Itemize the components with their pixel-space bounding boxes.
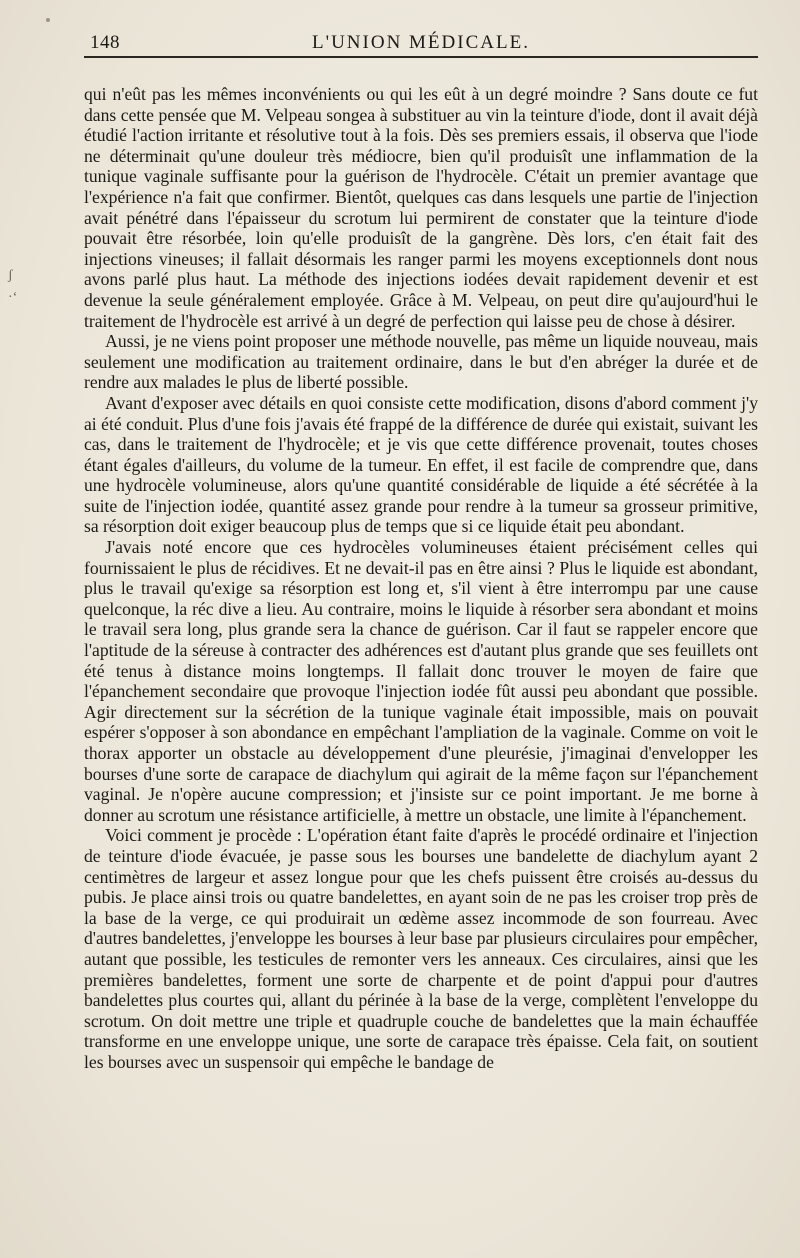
paragraph: Voici comment je procède : L'opération étant faite d'après le procédé ordinaire et l'injection de teinture d'iode évacuée, je passe sous les bourses une bandelette de diachylum ayant 2 centimètres de largeur et assez longue pour que les chefs puissent être croisés au-dessus du pubis. Je place ainsi trois ou quatre bandelettes, en ayant soin de ne pas les croiser trop près de la base de la verge, ce qui produirait un œdème assez incommode de son fourreau. Avec d'autres bandelettes, j'enveloppe les bourses à leur base par plusieurs circulaires pour empêcher, autant que possible, les testicules de remonter vers les anneaux. Ces circulaires, ainsi que les premières bandelettes, forment une sorte de charpente et de point d'appui pour d'autres bandelettes plus courtes qui, allant du périnée à la base de la verge, complètent l'enveloppe du scrotum. On doit mettre une triple et quadruple couche de bandelettes que la main échauffée transforme en une enveloppe unique, une sorte de carapace très épaisse. Cela fait, on soutient les bourses avec un suspensoir qui empêche le bandage de [84,825,758,1072]
article-body [84,84,758,1073]
paragraph: Avant d'exposer avec détails en quoi consiste cette modification, disons d'abord comment j'y ai été conduit. Plus d'une fois j'avais été frappé de la différence de durée qui existait, suivant les cas, dans le traitement de l'hydrocèle; et je vis que cette différence provenait, toutes choses étant égales d'ailleurs, du volume de la tumeur. En effet, il est facile de comprendre que, dans une hydrocèle volumineuse, alors qu'une quantité considérable de liquide a été sécrétée à la suite de l'injection iodée, quantité assez grande pour rendre à la tumeur sa grosseur primitive, sa résorption doit exiger beaucoup plus de temps que si ce liquide était peu abondant. [84,392,758,537]
paragraph: qui n'eût pas les mêmes inconvénients ou qui les eût à un degré moindre ? Sans doute ce fut dans cette pensée que M. Velpeau songea à substituer au vin la teinture d'iode, dont il avait déjà étudié l'action irritante et résolutive tout à la fois. Dès ses premiers essais, il observa que l'iode ne déterminait qu'une douleur très médiocre, bien qu'il produisît une inflammation de la tunique vaginale suffisante pour la guérison de l'hydrocèle. C'était un premier avantage que l'expérience n'a fait que confirmer. Bientôt, quelques cas dans lesquels une partie de l'injection avait pénétré dans l'épaisseur du scrotum lui permirent de constater que la teinture d'iode pouvait être résorbée, loin qu'elle produisît de la gangrène. Dès lors, c'en était fait des injections vineuses; il fallait désormais les ranger parmi les moyens exceptionnels dont nous avons parlé plus haut. La méthode des injections iodées devait rapidement devenir et est devenue la seule généralement employée. Grâce à M. Velpeau, on peut dire qu'aujourd'hui le traitement de l'hydrocèle est arrivé à un degré de perfection qui laisse peu de chose à désirer. [84,84,758,331]
margin-mark: ·ʻ [8,290,18,305]
page-number: 148 [90,32,120,53]
ink-speck [46,18,50,22]
journal-title: L'UNION MÉDICALE. [312,32,530,53]
paragraph: J'avais noté encore que ces hydrocèles volumineuses étaient précisément celles qui fournissaient le plus de récidives. Et ne devait-il pas en être ainsi ? Plus le liquide est abondant, plus le travail qu'exige sa résorption est long et, s'il vient à être interrompu par une cause quelconque, la réc dive a lieu. Au contraire, moins le liquide à résorber sera abondant et moins le travail sera long, plus grande sera la chance de guérison. Car il faut se rappeler encore que l'aptitude de la séreuse à contracter des adhérences est d'autant plus grande que ses feuillets ont été tenus à distance moins longtemps. Il fallait donc trouver le moyen de faire que l'épanchement secondaire que provoque l'injection iodée fût aussi peu abondant que possible. Agir directement sur la sécrétion de la tunique vaginale était impossible, mais on pouvait espérer s'opposer à son abondance en empêchant l'ampliation de la vaginale. Comme on voit le thorax apporter un obstacle au développement d'une pleurésie, j'imaginai d'envelopper les bourses d'une sorte de carapace de diachylum qui agirait de la même façon sur l'épanchement vaginal. Je n'opère aucune compression; et j'insiste sur ce point important. Je me borne à donner au scrotum une résistance artificielle, à mettre un obstacle, une limite à l'épanchement. [84,537,758,825]
margin-mark: ʃ [8,268,13,283]
running-header [84,22,758,58]
paragraph: Aussi, je ne viens point proposer une méthode nouvelle, pas même un liquide nouveau, mais seulement une modification au traitement ordinaire, dans le but d'en abréger la durée et de rendre aux malades le plus de liberté possible. [84,331,758,393]
